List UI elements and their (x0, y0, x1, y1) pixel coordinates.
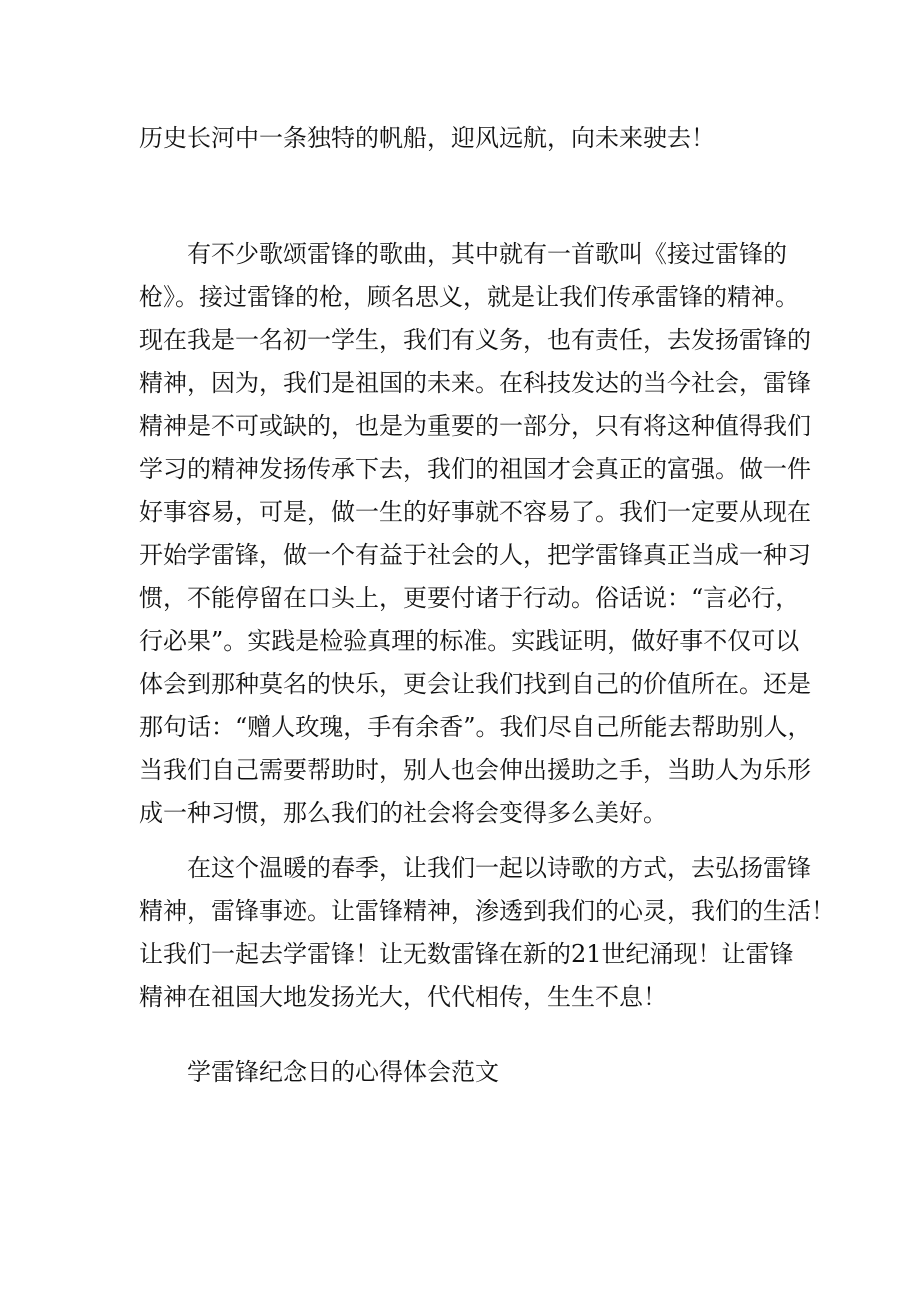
section-heading (187, 1051, 842, 1094)
text-line: 那句话：“赠人玫瑰，手有余香”。我们尽自己所能去帮助别人， (139, 713, 812, 741)
text-line: 行必果”。实践是检验真理的标准。实践证明，做好事不仅可以 (139, 627, 800, 655)
paragraph-closing-line (139, 117, 794, 160)
text-line: 精神是不可或缺的，也是为重要的一部分，只有将这种值得我们 (139, 412, 811, 440)
text-line: 枪》。接过雷锋的枪，顾名思义，就是让我们传承雷锋的精神。 (139, 283, 799, 311)
text-line: 开始学雷锋，做一个有益于社会的人，把学雷锋真正当成一种习 (139, 541, 811, 569)
paragraph-spring-poem (139, 847, 835, 1019)
text-line: 在这个温暖的春季，让我们一起以诗歌的方式，去弘扬雷锋 (139, 854, 811, 882)
text-line: 历史长河中一条独特的帆船，迎风远航，向未来驶去！ (139, 124, 715, 152)
text-line: 学习的精神发扬传承下去，我们的祖国才会真正的富强。做一件 (139, 455, 811, 483)
text-line: 体会到那种莫名的快乐，更会让我们找到自己的价值所在。还是 (139, 670, 811, 698)
text-line: 现在我是一名初一学生，我们有义务，也有责任，去发扬雷锋的 (139, 326, 811, 354)
text-line: 有不少歌颂雷锋的歌曲，其中就有一首歌叫《接过雷锋的 (139, 240, 787, 268)
text-line: 惯，不能停留在口头上，更要付诸于行动。俗话说：“言必行， (139, 584, 800, 612)
text-line: 好事容易，可是，做一生的好事就不容易了。我们一定要从现在 (139, 498, 811, 526)
text-line: 精神，因为，我们是祖国的未来。在科技发达的当今社会，雷锋 (139, 369, 811, 397)
paragraph-lei-feng-song (139, 233, 812, 835)
text-line: 成一种习惯，那么我们的社会将会变得多么美好。 (139, 799, 667, 827)
text-line: 当我们自己需要帮助时，别人也会伸出援助之手，当助人为乐形 (139, 756, 811, 784)
text-line: 精神在祖国大地发扬光大，代代相传，生生不息！ (139, 983, 667, 1011)
text-line: 让我们一起去学雷锋！让无数雷锋在新的21世纪涌现！让雷锋 (139, 940, 794, 968)
heading-text: 学雷锋纪念日的心得体会范文 (187, 1058, 499, 1086)
text-line: 精神，雷锋事迹。让雷锋精神，渗透到我们的心灵，我们的生活！ (139, 897, 835, 925)
